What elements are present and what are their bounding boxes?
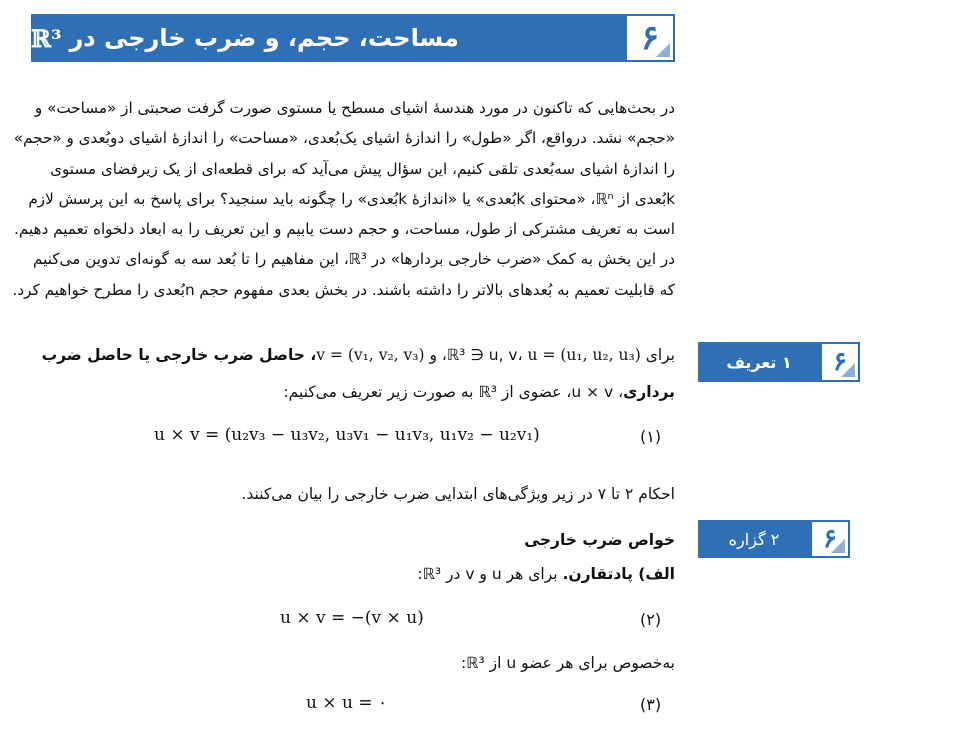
definition-line2-rest: عضوی از ℝ³ به صورت زیر تعریف می‌کنیم: [283,383,562,401]
equation-3-number: (۳) [640,695,662,714]
equation-2: u × v = −(v × u) [280,608,424,628]
proposition-part-alef [30,565,675,583]
definition-post: ، حاصل ضرب خارجی یا حاصل ضرب [41,346,317,364]
intro-line-1: در بحث‌هایی که تاکنون در مورد هندسهٔ اشیای مسطح یا مستوی صورت گرفت صحبتی از «مساحت» و [34,99,675,117]
proposition-badge [810,520,850,558]
section-title-math: ℝ³ [31,23,62,53]
rules-sentence: احکام ۲ تا ۷ در زیر ویژگی‌های ابتدایی ضرب خارجی را بیان می‌کنند. [241,485,675,503]
definition-u: u = (u₁, u₂, u₃) [527,346,641,364]
definition-and: ، و [424,346,447,364]
triangle-icon [656,43,670,57]
intro-line-2: «حجم» نشد. درواقع، اگر «طول» را اندازهٔ اشیای یک‌بُعدی، «مساحت» را اندازهٔ اشیای دوبُعدی و «حجم» [13,129,675,148]
intro-paragraph [12,93,675,305]
intro-line-3: را اندازهٔ اشیای سه‌بُعدی تلقی کنیم، این سؤال پیش می‌آید که برای قطعه‌ای از یک زیرفضای مستوی [50,159,675,178]
equation-2-number: (۲) [640,610,662,629]
equation-1-number: (۱) [640,427,662,446]
triangle-icon [841,363,855,377]
proposition-box [698,520,850,558]
definition-line2-bold: برداری [623,383,675,401]
equation-1: u × v = (u₂v₃ − u₃v₂, u₃v₁ − u₁v₃, u₁v₂ − u₂v₁) [154,425,540,445]
equation-3: u × u = ۰ [306,693,388,713]
definition-label: ۱ تعریف [698,342,820,382]
six-logo-icon [627,16,673,60]
intro-line-5: است به تعریف مشترکی از طول، مساحت، و حجم دست یابیم و این تعریف را به ابعاد دلخواه تعمیم دهیم. [14,220,675,239]
definition-line-1 [30,346,675,364]
section-header [31,14,675,62]
header-badge-digit: ۶ [640,18,660,58]
alef-heading: الف) پادتقارن. [562,565,675,583]
definition-v: v = (v₁, v₂, v₃) [316,346,425,364]
special-case-text: به‌خصوص برای هر عضو u از ℝ³: [460,654,675,672]
definition-line-2 [30,383,675,401]
intro-line-7: که قابلیت تعمیم به بُعدهای بالاتر را داشته باشند. در بخش بعدی مفهوم حجم nبُعدی را مطرح خواهیم کرد. [12,280,675,299]
definition-pre: برای ℝ³ ∋ u, v، [446,346,675,364]
triangle-icon [831,539,845,553]
proposition-badge-digit: ۶ [823,524,837,554]
alef-text: برای هر u و v در ℝ³: [417,565,563,583]
definition-box [698,342,860,382]
proposition-title: خواص ضرب خارجی [524,531,675,549]
section-title: مساحت، حجم، و ضرب خارجی در [69,24,459,52]
six-logo-icon [812,522,848,556]
definition-line2-uxv: ، u × v، [561,383,624,401]
proposition-label: ۲ گزاره [698,520,810,558]
six-logo-icon [822,344,858,380]
intro-line-6: در این بخش به کمک «ضرب خارجی بردارها» در ℝ³، این مفاهیم را تا بُعد سه به گونه‌ای تدوین می‌کنیم [33,250,675,269]
intro-line-4: kبُعدی از ℝⁿ، «محتوای kبُعدی» یا «اندازهٔ kبُعدی» را چگونه باید سنجید؟ برای پاسخ به این پرسش لازم [28,189,675,208]
chapter-badge [625,14,675,62]
header-title-bar [31,14,625,62]
definition-badge [820,342,860,382]
definition-badge-digit: ۶ [833,347,847,377]
